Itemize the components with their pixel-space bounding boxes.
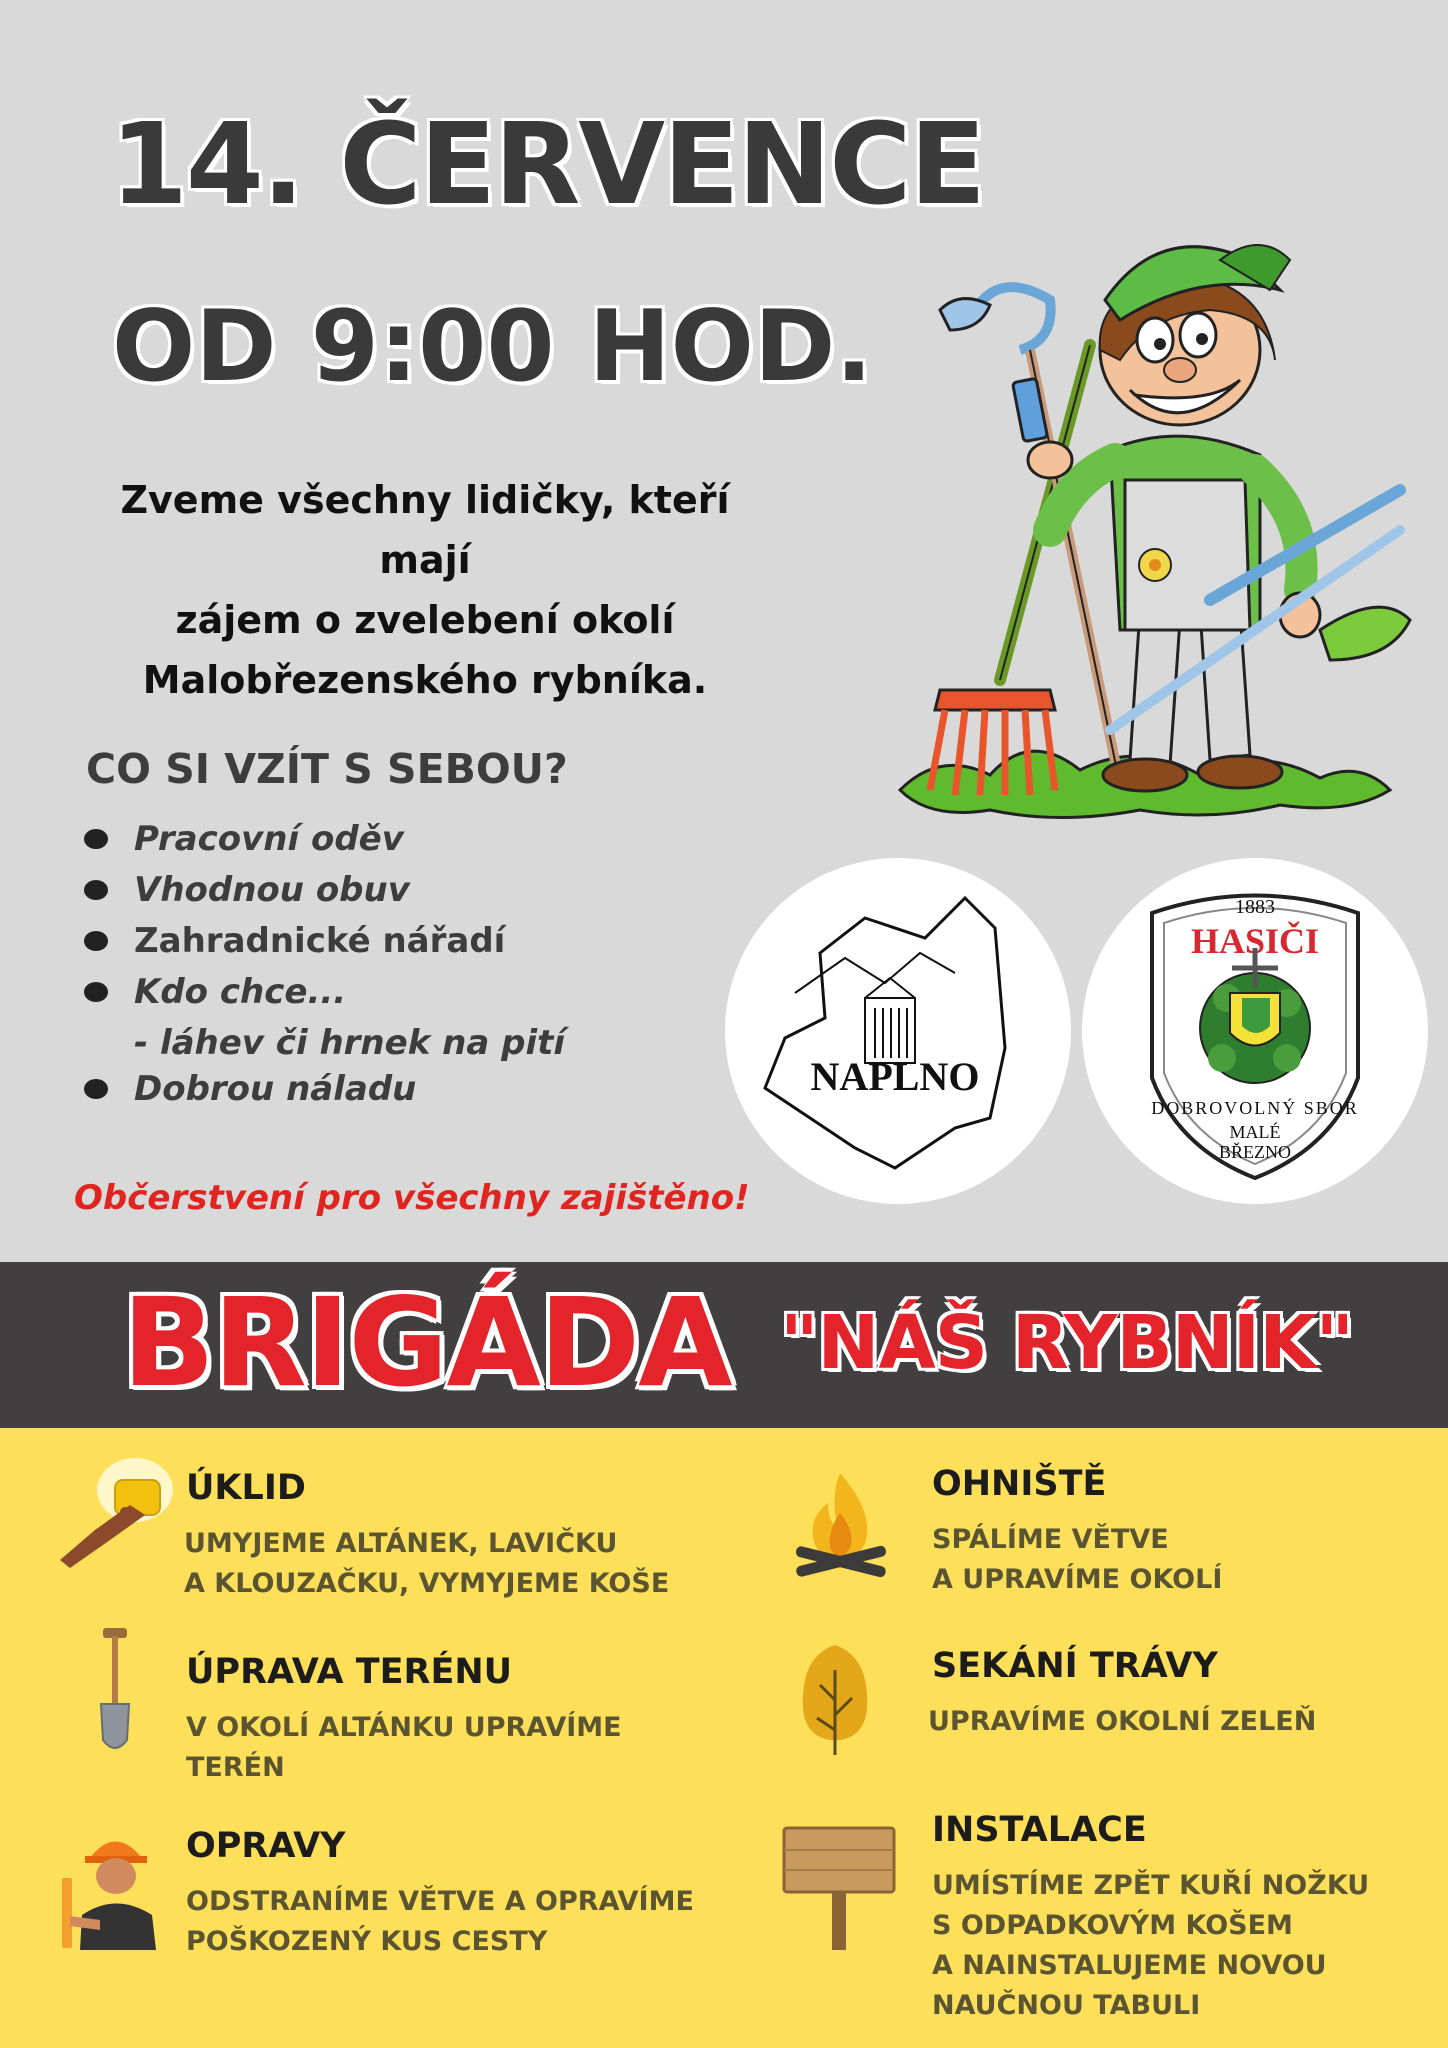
task-terrain [186, 1652, 622, 1788]
gardener-illustration [880, 230, 1420, 830]
task-title: ÚKLID [186, 1468, 306, 1508]
hasici-year: 1883 [1235, 896, 1275, 918]
invitation-line: zájem o zvelebení okolí [175, 598, 675, 642]
naplno-label: NAPLNO [810, 1054, 980, 1099]
task-description [184, 1524, 669, 1604]
sponge-hand-icon [55, 1450, 175, 1570]
task-description-line: V OKOLÍ ALTÁNKU UPRAVÍME [186, 1712, 622, 1743]
bush-icon [795, 1640, 875, 1760]
task-description [928, 1702, 1316, 1742]
task-description-line: SPÁLÍME VĚTVE [932, 1524, 1169, 1555]
task-title: OHNIŠTĚ [932, 1464, 1107, 1504]
brigade-subtitle: "NÁŠ RYBNÍK" [780, 1300, 1354, 1386]
task-repairs [186, 1826, 694, 1962]
invitation-text [110, 470, 740, 710]
hasici-logo [1082, 858, 1428, 1204]
task-description-line: NAUČNOU TABULI [932, 1990, 1201, 2021]
hasici-place-1: MALÉ [1229, 1122, 1281, 1142]
list-item-label: Zahradnické nářadí [134, 921, 506, 961]
campfire-icon [790, 1468, 890, 1588]
task-description-line: ODSTRANÍME VĚTVE A OPRAVÍME [186, 1886, 694, 1917]
naplno-logo [725, 858, 1071, 1204]
list-item-label: Dobrou náladu [134, 1069, 417, 1109]
worker-icon [60, 1820, 170, 1950]
task-description-line: UMÍSTÍME ZPĚT KUŘÍ NOŽKU [932, 1870, 1370, 1901]
bullet-icon [84, 982, 108, 1002]
shovel-icon [95, 1628, 135, 1758]
task-description [932, 1520, 1222, 1600]
bullet-icon [84, 829, 108, 849]
list-item-label: Pracovní oděv [134, 819, 404, 859]
bullet-icon [84, 931, 108, 951]
refreshments-note: Občerstvení pro všechny zajištěno! [74, 1178, 750, 1218]
task-description-line: A NAINSTALUJEME NOVOU [932, 1950, 1327, 1981]
event-date: 14. ČERVENCE [110, 100, 984, 230]
invitation-line: Malobřezenského rybníka. [142, 658, 708, 702]
task-description [186, 1882, 694, 1962]
task-installation [932, 1810, 1369, 2026]
list-item-label: Kdo chce... [134, 972, 347, 1012]
list-item-label: - láhev či hrnek na pití [134, 1023, 566, 1063]
task-description-line: TERÉN [186, 1752, 285, 1783]
task-description [932, 1866, 1369, 2026]
wooden-sign-icon [782, 1820, 897, 1950]
bring-title: CO SI VZÍT S SEBOU? [86, 745, 568, 793]
task-description-line: UPRAVÍME OKOLNÍ ZELEŇ [928, 1706, 1317, 1737]
bullet-icon [84, 880, 108, 900]
task-description-line: UMYJEME ALTÁNEK, LAVIČKU [184, 1528, 618, 1559]
task-description-line: S ODPADKOVÝM KOŠEM [932, 1910, 1293, 1941]
hasici-ring-text: DOBROVOLNÝ SBOR [1151, 1098, 1359, 1118]
task-title: SEKÁNÍ TRÁVY [932, 1646, 1218, 1686]
task-fireplace [932, 1464, 1222, 1600]
task-cleaning [186, 1468, 669, 1604]
task-title: OPRAVY [186, 1826, 346, 1866]
task-description-line: POŠKOZENÝ KUS CESTY [186, 1926, 548, 1957]
task-title: INSTALACE [932, 1810, 1147, 1850]
task-title: ÚPRAVA TERÉNU [186, 1652, 513, 1692]
task-mowing [928, 1646, 1317, 1742]
event-time: OD 9:00 HOD. [112, 290, 873, 404]
brigade-title: BRIGÁDA [122, 1272, 731, 1414]
hasici-name: HASIČI [1190, 921, 1320, 961]
bullet-icon [84, 1079, 108, 1099]
hasici-place-2: BŘEZNO [1219, 1142, 1291, 1162]
invitation-line: Zveme všechny lidičky, kteří mají [120, 478, 730, 582]
list-item-label: Vhodnou obuv [134, 870, 410, 910]
task-description [186, 1708, 622, 1788]
task-description-line: A UPRAVÍME OKOLÍ [932, 1564, 1223, 1595]
task-description-line: A KLOUZAČKU, VYMYJEME KOŠE [184, 1568, 670, 1599]
